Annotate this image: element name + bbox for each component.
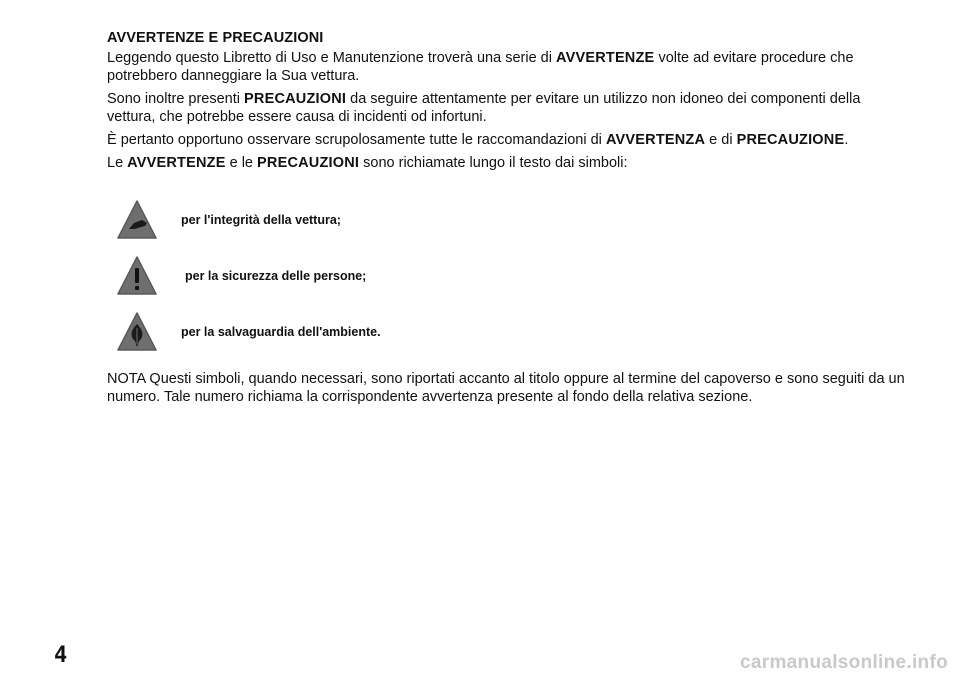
page-number: 4 [54, 643, 68, 668]
page-content [107, 30, 907, 411]
paragraph-symbols-intro [107, 154, 907, 172]
text-run: Sono inoltre presenti [107, 91, 245, 107]
bold-term: PRECAUZIONI [257, 155, 360, 171]
person-warning-icon [115, 254, 159, 298]
text-run: da seguire attentamente per evitare un utilizzo non idoneo dei componenti della vettura, che potrebbe essere causa di incidenti od infortuni. [107, 91, 861, 125]
text-run: Le [107, 155, 128, 171]
text-run: . [844, 132, 849, 148]
text-run: Leggendo questo Libretto di Uso e Manutenzione troverà una serie di [107, 50, 556, 66]
symbol-label: per l'integrità della vettura; [181, 213, 341, 227]
section-heading: AVVERTENZE E PRECAUZIONI [107, 30, 324, 46]
symbol-list [115, 192, 907, 360]
bold-term: AVVERTENZE [556, 50, 655, 66]
text-run: volte ad evitare procedure che potrebbero danneggiare la Sua vettura. [107, 50, 854, 84]
text-run: sono richiamate lungo il testo dai simboli: [359, 155, 628, 171]
bold-term: AVVERTENZE [127, 155, 226, 171]
symbol-item-people [115, 248, 907, 304]
bold-term: PRECAUZIONI [244, 91, 347, 107]
symbol-item-environment [115, 304, 907, 360]
paragraph-precautions [107, 90, 907, 126]
symbol-item-vehicle [115, 192, 907, 248]
symbol-label: per la sicurezza delle persone; [185, 269, 367, 283]
bold-term: PRECAUZIONE [736, 132, 845, 148]
symbol-label: per la salvaguardia dell'ambiente. [181, 325, 381, 339]
car-warning-icon [115, 198, 159, 242]
paragraph-intro [107, 49, 907, 85]
text-run: e le [225, 155, 258, 171]
text-run: e di [705, 132, 737, 148]
environment-warning-icon [115, 310, 159, 354]
text-run: È pertanto opportuno osservare scrupolosamente tutte le raccomandazioni di [107, 132, 606, 148]
bold-term: AVVERTENZA [605, 132, 706, 148]
paragraph-note: NOTA Questi simboli, quando necessari, sono riportati accanto al titolo oppure al termine del capoverso e sono seguiti da un numero. Tale numero richiama la corrispondente avvertenza presente al fondo della relativa sezione. [107, 371, 905, 405]
watermark-text: carmanualsonline.info [740, 652, 948, 673]
paragraph-observe [107, 131, 907, 149]
